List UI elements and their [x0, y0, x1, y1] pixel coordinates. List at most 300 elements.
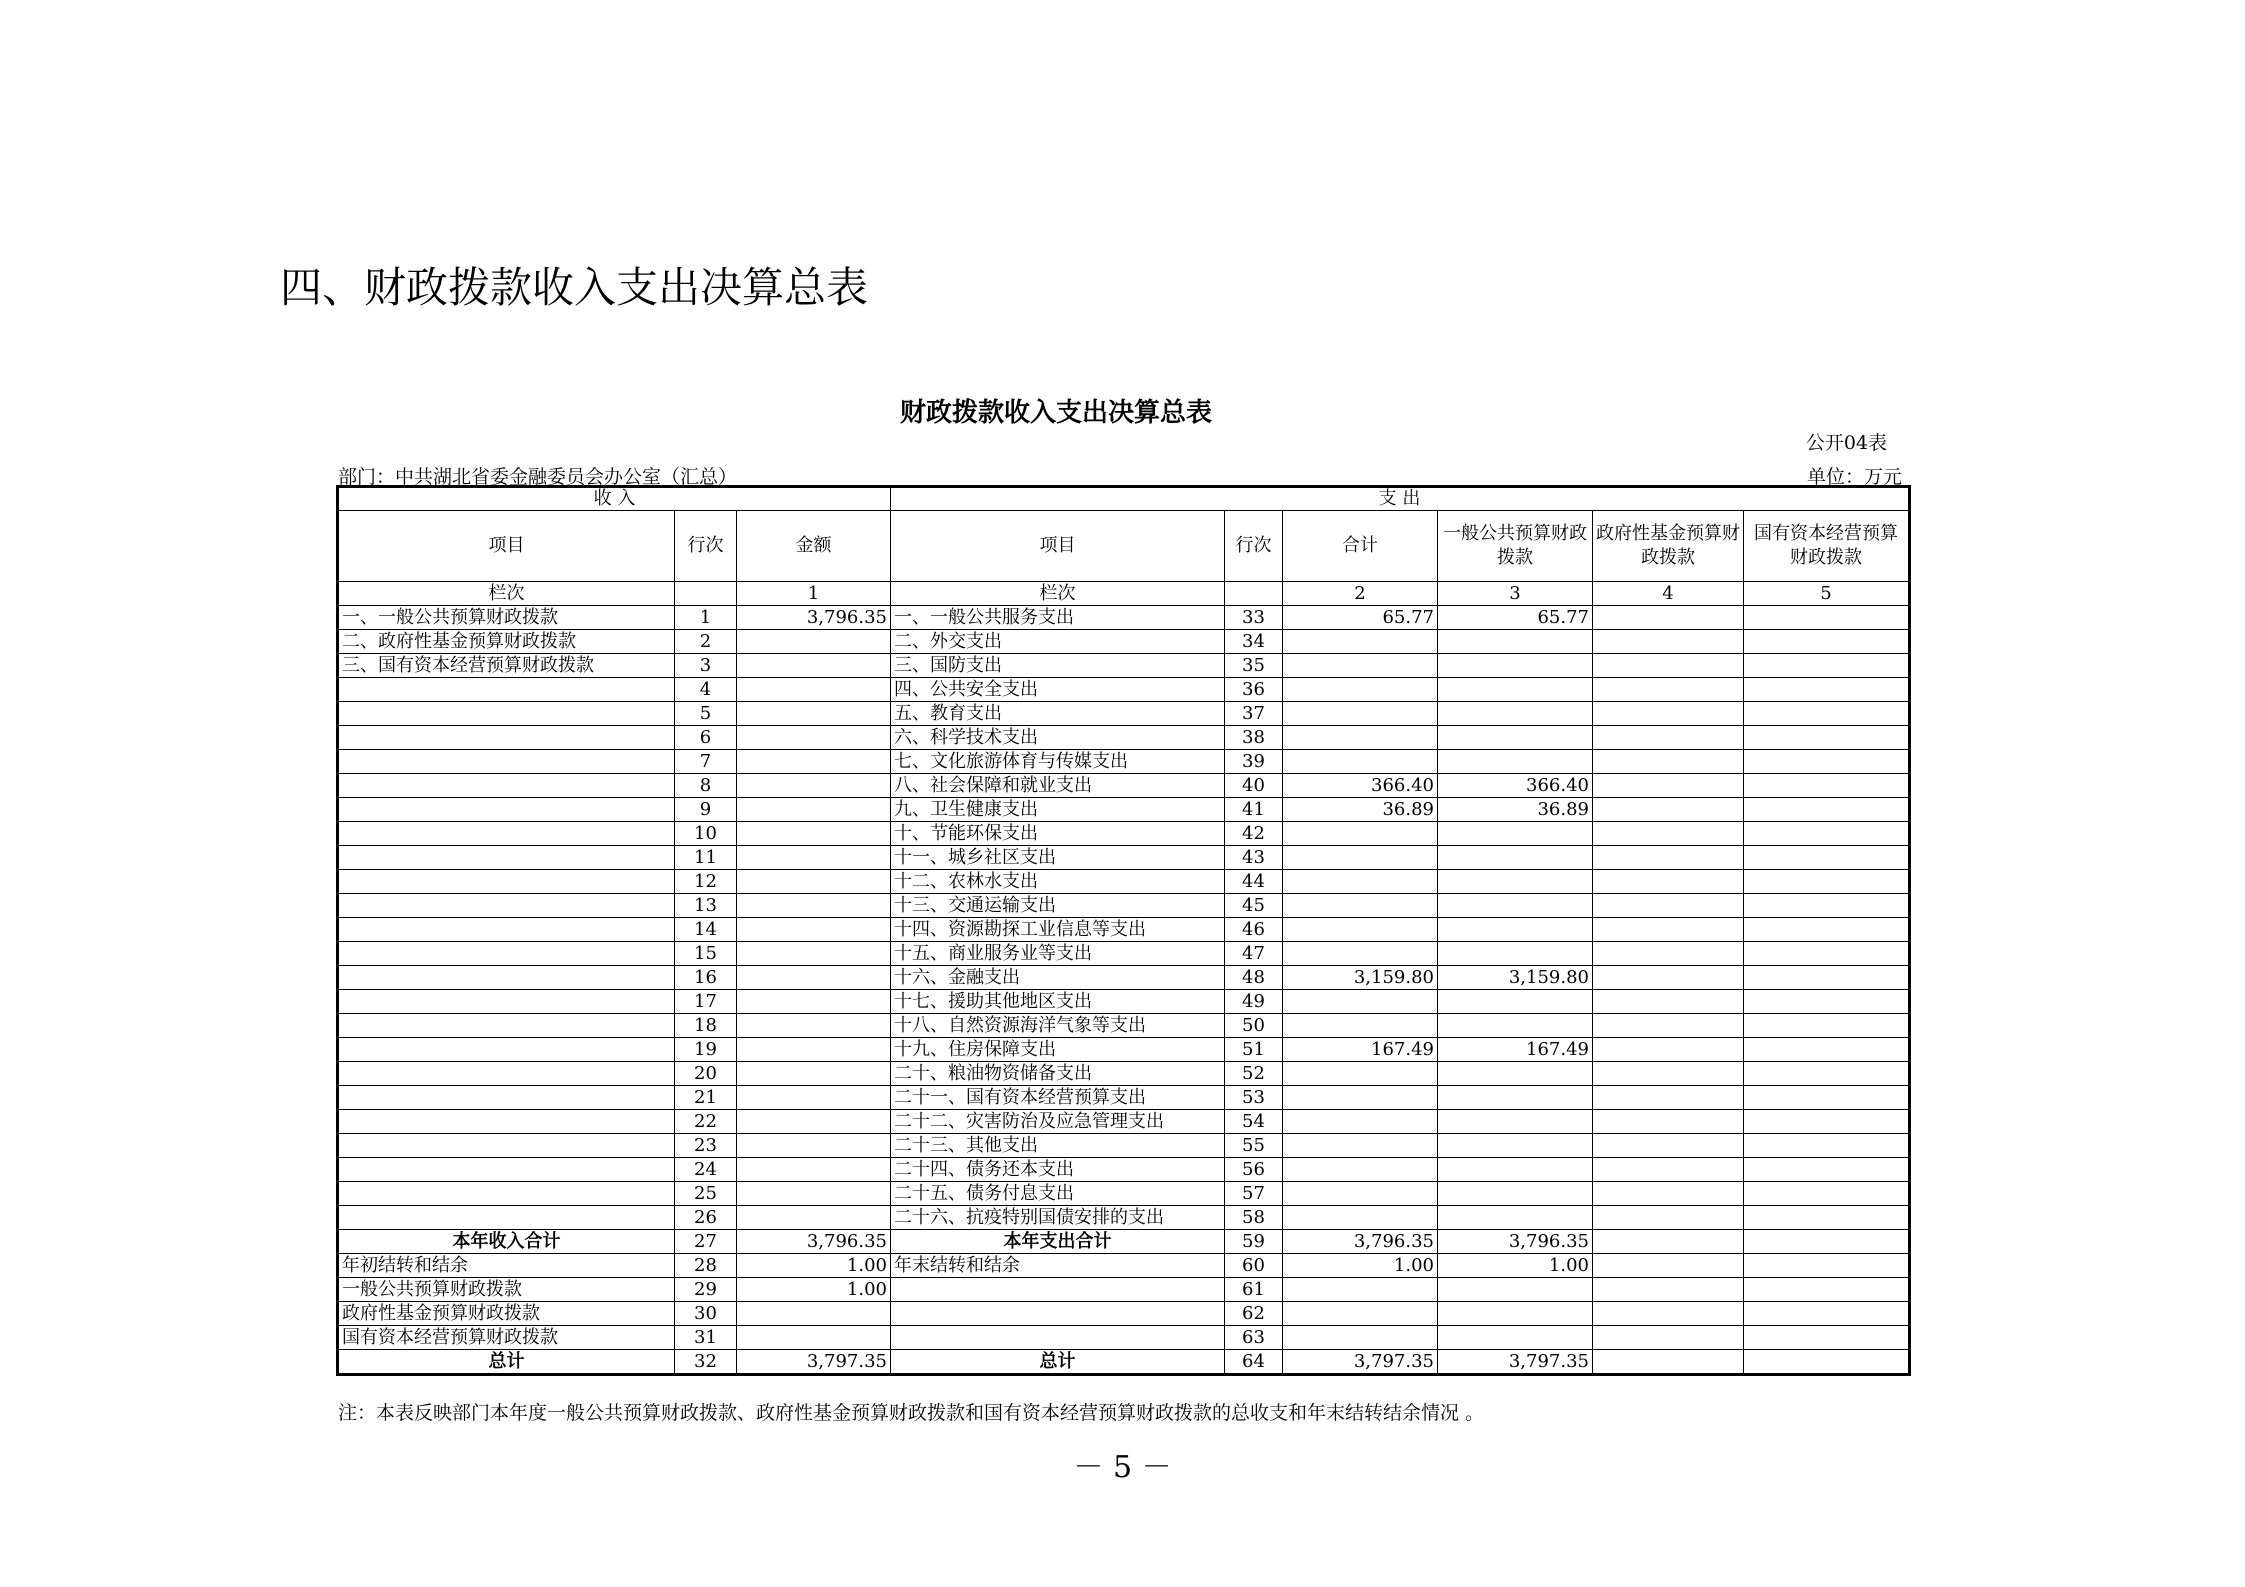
table-row [338, 1350, 1910, 1375]
cell-total: 3,796.35 [1283, 1230, 1438, 1254]
cell-cap [1744, 726, 1910, 750]
cell-inc-amt: 3,797.35 [737, 1350, 891, 1375]
cell-inc-amt [737, 654, 891, 678]
cell-inc-item [338, 726, 675, 750]
cell-gen [1438, 1062, 1593, 1086]
cell-total: 3,159.80 [1283, 966, 1438, 990]
table-row [338, 702, 1910, 726]
cell-inc-item [338, 966, 675, 990]
table-row [338, 894, 1910, 918]
cell-cap [1744, 822, 1910, 846]
income-section-header: 收 入 [338, 487, 891, 511]
cell-inc-item: 二、政府性基金预算财政拨款 [338, 630, 675, 654]
cell-inc-amt [737, 918, 891, 942]
cell-fund [1593, 678, 1744, 702]
cell-exp-no: 49 [1225, 990, 1283, 1014]
cell-exp-no: 34 [1225, 630, 1283, 654]
table-row [338, 798, 1910, 822]
cell-fund [1593, 1350, 1744, 1375]
cell-total [1283, 1206, 1438, 1230]
cell-cap [1744, 870, 1910, 894]
cell-fund [1593, 894, 1744, 918]
cell-cap [1744, 1062, 1910, 1086]
cell-exp-no: 33 [1225, 606, 1283, 630]
cell-inc-no: 14 [675, 918, 737, 942]
cell-exp-item: 一、一般公共服务支出 [891, 606, 1225, 630]
cell-gen [1438, 942, 1593, 966]
cell-exp-no: 61 [1225, 1278, 1283, 1302]
cell-inc-amt [737, 1134, 891, 1158]
cell-exp-item: 十一、城乡社区支出 [891, 846, 1225, 870]
cell-cap [1744, 918, 1910, 942]
cell-gen [1438, 726, 1593, 750]
table-row [338, 1110, 1910, 1134]
cell-inc-item [338, 990, 675, 1014]
cell-fund [1593, 726, 1744, 750]
cell-total [1283, 1110, 1438, 1134]
cell-inc-item [338, 702, 675, 726]
cell-inc-amt [737, 1302, 891, 1326]
column-index-5: 5 [1744, 582, 1910, 606]
cell-cap [1744, 1158, 1910, 1182]
cell-cap [1744, 678, 1910, 702]
cell-exp-item [891, 1278, 1225, 1302]
cell-fund [1593, 822, 1744, 846]
cell-inc-item [338, 894, 675, 918]
cell-gen: 3,796.35 [1438, 1230, 1593, 1254]
cell-inc-amt [737, 1086, 891, 1110]
cell-fund [1593, 750, 1744, 774]
cell-fund [1593, 1062, 1744, 1086]
cell-exp-item: 十三、交通运输支出 [891, 894, 1225, 918]
cell-gen [1438, 1182, 1593, 1206]
cell-exp-no: 46 [1225, 918, 1283, 942]
cell-inc-amt [737, 1038, 891, 1062]
cell-fund [1593, 1038, 1744, 1062]
cell-gen [1438, 1302, 1593, 1326]
cell-inc-amt [737, 630, 891, 654]
cell-fund [1593, 606, 1744, 630]
cell-exp-item: 五、教育支出 [891, 702, 1225, 726]
cell-fund [1593, 1326, 1744, 1350]
unit-label: 单位：万元 [1806, 466, 1902, 488]
cell-cap [1744, 1302, 1910, 1326]
cell-inc-amt [737, 1182, 891, 1206]
cell-fund [1593, 966, 1744, 990]
cell-exp-no: 62 [1225, 1302, 1283, 1326]
table-row [338, 1158, 1910, 1182]
cell-inc-item: 国有资本经营预算财政拨款 [338, 1326, 675, 1350]
cell-inc-no: 1 [675, 606, 737, 630]
table-row [338, 1302, 1910, 1326]
cell-exp-no: 44 [1225, 870, 1283, 894]
cell-gen [1438, 702, 1593, 726]
department-label: 部门：中共湖北省委金融委员会办公室（汇总） [338, 466, 738, 488]
cell-inc-no: 15 [675, 942, 737, 966]
table-row [338, 1254, 1910, 1278]
cell-exp-item: 二十四、债务还本支出 [891, 1158, 1225, 1182]
cell-exp-item: 八、社会保障和就业支出 [891, 774, 1225, 798]
table-row [338, 990, 1910, 1014]
cell-exp-item: 二十六、抗疫特别国债安排的支出 [891, 1206, 1225, 1230]
cell-inc-amt [737, 846, 891, 870]
cell-exp-no: 60 [1225, 1254, 1283, 1278]
cell-inc-item [338, 1062, 675, 1086]
cell-inc-amt: 3,796.35 [737, 1230, 891, 1254]
cell-exp-item: 年末结转和结余 [891, 1254, 1225, 1278]
cell-total [1283, 1326, 1438, 1350]
cell-exp-item: 三、国防支出 [891, 654, 1225, 678]
cell-gen [1438, 1158, 1593, 1182]
cell-exp-no: 48 [1225, 966, 1283, 990]
cell-fund [1593, 630, 1744, 654]
cell-total [1283, 1158, 1438, 1182]
cell-inc-no: 3 [675, 654, 737, 678]
cell-exp-item: 十五、商业服务业等支出 [891, 942, 1225, 966]
table-row [338, 822, 1910, 846]
cell-inc-amt [737, 774, 891, 798]
cell-inc-no: 19 [675, 1038, 737, 1062]
cell-gen [1438, 918, 1593, 942]
cell-inc-no: 18 [675, 1014, 737, 1038]
column-index-4: 4 [1593, 582, 1744, 606]
page-heading: 四、财政拨款收入支出决算总表 [280, 263, 869, 312]
cell-exp-no: 64 [1225, 1350, 1283, 1375]
cell-gen [1438, 894, 1593, 918]
cell-inc-no: 9 [675, 798, 737, 822]
table-row [338, 678, 1910, 702]
cell-total [1283, 630, 1438, 654]
cell-exp-item: 七、文化旅游体育与传媒支出 [891, 750, 1225, 774]
cell-inc-amt [737, 966, 891, 990]
header-line-no: 行次 [675, 511, 737, 582]
cell-fund [1593, 1086, 1744, 1110]
cell-cap [1744, 750, 1910, 774]
cell-exp-item: 二、外交支出 [891, 630, 1225, 654]
cell-fund [1593, 798, 1744, 822]
cell-inc-no: 32 [675, 1350, 737, 1375]
cell-inc-amt [737, 678, 891, 702]
cell-exp-item: 总计 [891, 1350, 1225, 1375]
cell-gen [1438, 630, 1593, 654]
cell-inc-no: 22 [675, 1110, 737, 1134]
cell-fund [1593, 1014, 1744, 1038]
cell-fund [1593, 846, 1744, 870]
cell-inc-amt [737, 1110, 891, 1134]
cell-gen [1438, 1326, 1593, 1350]
table-row [338, 750, 1910, 774]
cell-inc-no: 25 [675, 1182, 737, 1206]
cell-inc-no: 5 [675, 702, 737, 726]
cell-total [1283, 1134, 1438, 1158]
cell-inc-no: 26 [675, 1206, 737, 1230]
cell-fund [1593, 870, 1744, 894]
cell-inc-amt [737, 726, 891, 750]
cell-cap [1744, 1350, 1910, 1375]
cell-cap [1744, 654, 1910, 678]
cell-total [1283, 726, 1438, 750]
cell-exp-no: 40 [1225, 774, 1283, 798]
cell-exp-item: 二十二、灾害防治及应急管理支出 [891, 1110, 1225, 1134]
table-row [338, 1014, 1910, 1038]
cell-inc-item [338, 1206, 675, 1230]
cell-inc-item [338, 846, 675, 870]
cell-fund [1593, 1254, 1744, 1278]
cell-gen [1438, 1110, 1593, 1134]
cell-inc-amt [737, 822, 891, 846]
table-row [338, 1134, 1910, 1158]
cell-inc-amt [737, 1014, 891, 1038]
header-expense-line-no: 行次 [1225, 511, 1283, 582]
cell-exp-no: 39 [1225, 750, 1283, 774]
cell-exp-no: 58 [1225, 1206, 1283, 1230]
cell-inc-no: 17 [675, 990, 737, 1014]
cell-exp-item: 十二、农林水支出 [891, 870, 1225, 894]
cell-fund [1593, 942, 1744, 966]
cell-exp-item: 十六、金融支出 [891, 966, 1225, 990]
cell-total [1283, 678, 1438, 702]
cell-gen: 1.00 [1438, 1254, 1593, 1278]
cell-gen [1438, 1206, 1593, 1230]
column-index-1: 1 [737, 582, 891, 606]
cell-inc-amt: 1.00 [737, 1254, 891, 1278]
cell-exp-no: 55 [1225, 1134, 1283, 1158]
header-item: 项目 [338, 511, 675, 582]
cell-fund [1593, 1302, 1744, 1326]
cell-inc-item [338, 1038, 675, 1062]
cell-fund [1593, 654, 1744, 678]
cell-cap [1744, 798, 1910, 822]
cell-exp-no: 38 [1225, 726, 1283, 750]
cell-inc-amt: 3,796.35 [737, 606, 891, 630]
header-gov-fund: 政府性基金预算财政拨款 [1593, 511, 1744, 582]
cell-total [1283, 870, 1438, 894]
cell-exp-no: 50 [1225, 1014, 1283, 1038]
cell-inc-item: 一般公共预算财政拨款 [338, 1278, 675, 1302]
table-row [338, 726, 1910, 750]
cell-exp-no: 54 [1225, 1110, 1283, 1134]
table-row [338, 1086, 1910, 1110]
cell-total [1283, 942, 1438, 966]
cell-inc-no: 30 [675, 1302, 737, 1326]
cell-inc-item: 年初结转和结余 [338, 1254, 675, 1278]
cell-cap [1744, 942, 1910, 966]
cell-exp-no: 35 [1225, 654, 1283, 678]
table-row [338, 1038, 1910, 1062]
column-index-blank-2 [1225, 582, 1283, 606]
cell-cap [1744, 966, 1910, 990]
cell-fund [1593, 1110, 1744, 1134]
cell-total [1283, 1278, 1438, 1302]
table-row [338, 1278, 1910, 1302]
cell-cap [1744, 1326, 1910, 1350]
column-index-blank [675, 582, 737, 606]
cell-exp-no: 63 [1225, 1326, 1283, 1350]
cell-gen [1438, 990, 1593, 1014]
cell-exp-no: 43 [1225, 846, 1283, 870]
cell-inc-item [338, 678, 675, 702]
cell-inc-no: 2 [675, 630, 737, 654]
cell-fund [1593, 1230, 1744, 1254]
cell-cap [1744, 1278, 1910, 1302]
cell-gen [1438, 750, 1593, 774]
cell-inc-amt [737, 990, 891, 1014]
cell-exp-no: 42 [1225, 822, 1283, 846]
cell-total [1283, 1062, 1438, 1086]
header-general-budget: 一般公共预算财政拨款 [1438, 511, 1593, 582]
cell-exp-no: 52 [1225, 1062, 1283, 1086]
cell-total [1283, 1302, 1438, 1326]
cell-exp-item: 十八、自然资源海洋气象等支出 [891, 1014, 1225, 1038]
cell-fund [1593, 990, 1744, 1014]
table-row [338, 846, 1910, 870]
cell-inc-no: 10 [675, 822, 737, 846]
cell-fund [1593, 702, 1744, 726]
cell-cap [1744, 606, 1910, 630]
cell-gen [1438, 822, 1593, 846]
cell-inc-amt [737, 702, 891, 726]
cell-total [1283, 702, 1438, 726]
cell-inc-item [338, 918, 675, 942]
cell-inc-no: 16 [675, 966, 737, 990]
cell-total [1283, 1086, 1438, 1110]
cell-gen: 3,797.35 [1438, 1350, 1593, 1375]
table-row [338, 774, 1910, 798]
cell-gen [1438, 1134, 1593, 1158]
cell-inc-item [338, 774, 675, 798]
table-row [338, 654, 1910, 678]
cell-gen [1438, 870, 1593, 894]
cell-total: 1.00 [1283, 1254, 1438, 1278]
table-row [338, 870, 1910, 894]
cell-gen: 366.40 [1438, 774, 1593, 798]
cell-gen [1438, 678, 1593, 702]
table-row [338, 606, 1910, 630]
cell-inc-item [338, 1158, 675, 1182]
cell-exp-item: 十、节能环保支出 [891, 822, 1225, 846]
cell-inc-no: 29 [675, 1278, 737, 1302]
cell-total [1283, 846, 1438, 870]
cell-inc-item: 一、一般公共预算财政拨款 [338, 606, 675, 630]
cell-cap [1744, 846, 1910, 870]
cell-cap [1744, 990, 1910, 1014]
cell-inc-no: 28 [675, 1254, 737, 1278]
header-expense-item: 项目 [891, 511, 1225, 582]
cell-exp-no: 36 [1225, 678, 1283, 702]
table-title: 财政拨款收入支出决算总表 [899, 398, 1212, 428]
cell-inc-no: 31 [675, 1326, 737, 1350]
table-row [338, 630, 1910, 654]
table-row [338, 918, 1910, 942]
table-row [338, 1230, 1910, 1254]
footnote: 注：本表反映部门本年度一般公共预算财政拨款、政府性基金预算财政拨款和国有资本经营预算财政拨款的总收支和年末结转结余情况 。 [338, 1402, 1485, 1424]
cell-inc-no: 24 [675, 1158, 737, 1182]
cell-gen [1438, 1086, 1593, 1110]
cell-inc-amt [737, 870, 891, 894]
cell-fund [1593, 1206, 1744, 1230]
cell-cap [1744, 1038, 1910, 1062]
cell-fund [1593, 918, 1744, 942]
cell-gen [1438, 1278, 1593, 1302]
cell-cap [1744, 1206, 1910, 1230]
column-index-label: 栏次 [338, 582, 675, 606]
cell-gen [1438, 846, 1593, 870]
cell-inc-amt: 1.00 [737, 1278, 891, 1302]
table-row [338, 1326, 1910, 1350]
table-row [338, 1206, 1910, 1230]
table-row [338, 942, 1910, 966]
cell-exp-no: 51 [1225, 1038, 1283, 1062]
column-index-label-2: 栏次 [891, 582, 1225, 606]
cell-exp-item: 二十五、债务付息支出 [891, 1182, 1225, 1206]
cell-total [1283, 990, 1438, 1014]
cell-exp-no: 37 [1225, 702, 1283, 726]
cell-inc-item: 政府性基金预算财政拨款 [338, 1302, 675, 1326]
cell-cap [1744, 774, 1910, 798]
cell-exp-no: 41 [1225, 798, 1283, 822]
cell-cap [1744, 894, 1910, 918]
cell-inc-item [338, 798, 675, 822]
cell-exp-item: 十四、资源勘探工业信息等支出 [891, 918, 1225, 942]
cell-inc-item [338, 1134, 675, 1158]
cell-total [1283, 750, 1438, 774]
cell-exp-no: 56 [1225, 1158, 1283, 1182]
cell-exp-item: 二十一、国有资本经营预算支出 [891, 1086, 1225, 1110]
cell-inc-no: 11 [675, 846, 737, 870]
header-amount: 金额 [737, 511, 891, 582]
cell-inc-item [338, 1110, 675, 1134]
cell-exp-item: 二十、粮油物资储备支出 [891, 1062, 1225, 1086]
cell-fund [1593, 1182, 1744, 1206]
cell-total [1283, 654, 1438, 678]
cell-cap [1744, 1014, 1910, 1038]
cell-inc-amt [737, 1326, 891, 1350]
cell-total [1283, 822, 1438, 846]
cell-inc-amt [737, 750, 891, 774]
cell-inc-no: 7 [675, 750, 737, 774]
cell-exp-item: 二十三、其他支出 [891, 1134, 1225, 1158]
cell-total: 3,797.35 [1283, 1350, 1438, 1375]
cell-gen: 36.89 [1438, 798, 1593, 822]
cell-inc-item [338, 822, 675, 846]
cell-cap [1744, 702, 1910, 726]
cell-inc-amt [737, 1158, 891, 1182]
cell-inc-amt [737, 894, 891, 918]
cell-gen: 65.77 [1438, 606, 1593, 630]
cell-exp-item: 十七、援助其他地区支出 [891, 990, 1225, 1014]
cell-gen: 167.49 [1438, 1038, 1593, 1062]
form-code: 公开04表 [1805, 432, 1887, 454]
cell-cap [1744, 1182, 1910, 1206]
cell-inc-amt [737, 798, 891, 822]
cell-exp-item: 本年支出合计 [891, 1230, 1225, 1254]
cell-fund [1593, 1278, 1744, 1302]
cell-inc-no: 21 [675, 1086, 737, 1110]
cell-inc-amt [737, 1062, 891, 1086]
cell-exp-item: 九、卫生健康支出 [891, 798, 1225, 822]
cell-exp-item [891, 1326, 1225, 1350]
cell-fund [1593, 1158, 1744, 1182]
cell-inc-item [338, 1086, 675, 1110]
cell-total [1283, 1182, 1438, 1206]
cell-cap [1744, 1086, 1910, 1110]
expense-section-header: 支 出 [891, 487, 1910, 511]
table-row [338, 1062, 1910, 1086]
cell-exp-no: 45 [1225, 894, 1283, 918]
table-row [338, 966, 1910, 990]
column-index-3: 3 [1438, 582, 1593, 606]
cell-exp-item: 四、公共安全支出 [891, 678, 1225, 702]
